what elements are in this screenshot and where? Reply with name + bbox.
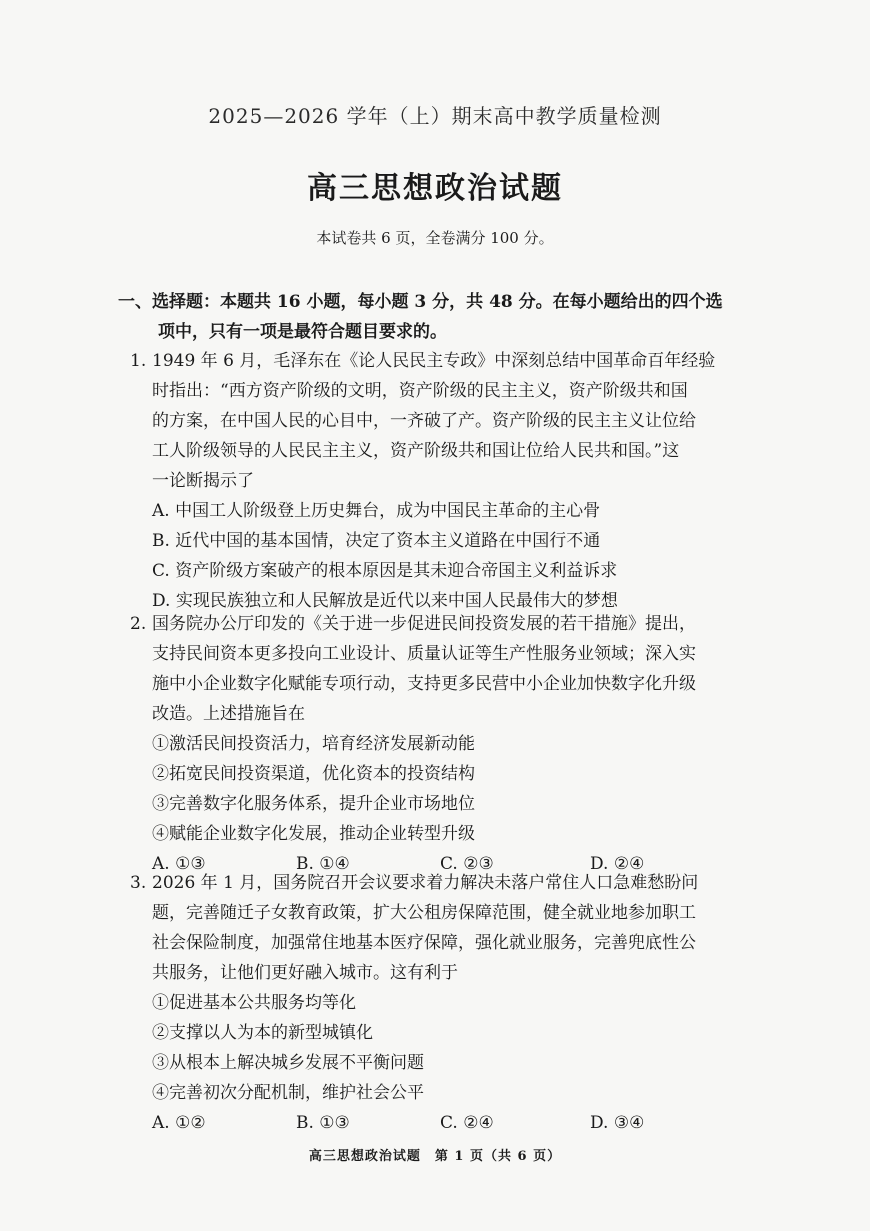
question-1-stem-line: 的方案，在中国人民的心目中，一齐破了产。资产阶级的民主主义让位给	[152, 411, 696, 431]
choice-d: D. ②④	[590, 854, 645, 874]
question-2	[130, 609, 770, 879]
statement-2: ②支撑以人为本的新型城镇化	[152, 1023, 373, 1043]
choice-b: B. ①③	[296, 1113, 350, 1133]
question-number: 3.	[130, 873, 147, 893]
question-3-stem-line: 共服务，让他们更好融入城市。这有利于	[152, 963, 458, 983]
choice-a: A. ①②	[152, 1113, 206, 1133]
question-2-stem-line: 改造。上述措施旨在	[152, 704, 305, 724]
question-number: 1.	[130, 351, 147, 371]
exam-header: 2025—2026 学年（上）期末高中教学质量检测	[208, 104, 662, 128]
option-a: A. 中国工人阶级登上历史舞台，成为中国民主革命的主心骨	[152, 501, 601, 521]
statement-1: ①激活民间投资活力，培育经济发展新动能	[152, 734, 475, 754]
stem-text: 国务院办公厅印发的《关于进一步促进民间投资发展的若干措施》提出，	[152, 614, 696, 634]
statement-4: ④赋能企业数字化发展，推动企业转型升级	[152, 824, 475, 844]
option-d: D. 实现民族独立和人民解放是近代以来中国人民最伟大的梦想	[152, 591, 618, 611]
stem-text: 2026 年 1 月，国务院召开会议要求着力解决未落户常住人口急难愁盼问	[152, 873, 699, 893]
statement-2: ②拓宽民间投资渠道，优化资本的投资结构	[152, 764, 475, 784]
choice-c: C. ②④	[440, 1113, 494, 1133]
choice-a: A. ①③	[152, 854, 206, 874]
question-1-stem-line: 工人阶级领导的人民民主主义，资产阶级共和国让位给人民共和国。”这	[152, 441, 680, 461]
question-1-stem-line: 时指出：“西方资产阶级的文明，资产阶级的民主主义，资产阶级共和国	[152, 381, 688, 401]
exam-info: 本试卷共 6 页，全卷满分 100 分。	[316, 229, 554, 247]
question-1-stem-line	[130, 346, 770, 376]
option-b: B. 近代中国的基本国情，决定了资本主义道路在中国行不通	[152, 531, 601, 551]
question-3-stem-line	[130, 868, 770, 898]
question-2-stem-line: 施中小企业数字化赋能专项行动，支持更多民营中小企业加快数字化升级	[152, 674, 696, 694]
choice-c: C. ②③	[440, 854, 494, 874]
question-3-stem-line: 题，完善随迁子女教育政策，扩大公租房保障范围，健全就业地参加职工	[152, 903, 696, 923]
exam-title: 高三思想政治试题	[307, 171, 563, 206]
question-number: 2.	[130, 614, 147, 634]
page-footer: 高三思想政治试题 第 1 页（共 6 页）	[308, 1149, 562, 1164]
question-3	[130, 868, 770, 1138]
question-1	[130, 346, 770, 616]
question-2-stem-line: 支持民间资本更多投向工业设计、质量认证等生产性服务业领域；深入实	[152, 644, 696, 664]
statement-1: ①促进基本公共服务均等化	[152, 993, 356, 1013]
statement-4: ④完善初次分配机制，维护社会公平	[152, 1083, 424, 1103]
section-instructions	[118, 287, 768, 347]
option-c: C. 资产阶级方案破产的根本原因是其未迎合帝国主义利益诉求	[152, 561, 618, 581]
statement-3: ③完善数字化服务体系，提升企业市场地位	[152, 794, 475, 814]
statement-3: ③从根本上解决城乡发展不平衡问题	[152, 1053, 424, 1073]
question-1-stem-line: 一论断揭示了	[152, 471, 254, 491]
stem-text: 1949 年 6 月，毛泽东在《论人民民主专政》中深刻总结中国革命百年经验	[152, 351, 716, 371]
choice-d: D. ③④	[590, 1113, 645, 1133]
section-line-2: 项中，只有一项是最符合题目要求的。	[158, 322, 447, 342]
question-2-stem-line	[130, 609, 770, 639]
section-line-1: 一、选择题：本题共 16 小题，每小题 3 分，共 48 分。在每小题给出的四个选	[118, 292, 723, 312]
choice-b: B. ①④	[296, 854, 350, 874]
answer-choices	[130, 1108, 770, 1138]
question-3-stem-line: 社会保险制度，加强常住地基本医疗保障，强化就业服务，完善兜底性公	[152, 933, 696, 953]
